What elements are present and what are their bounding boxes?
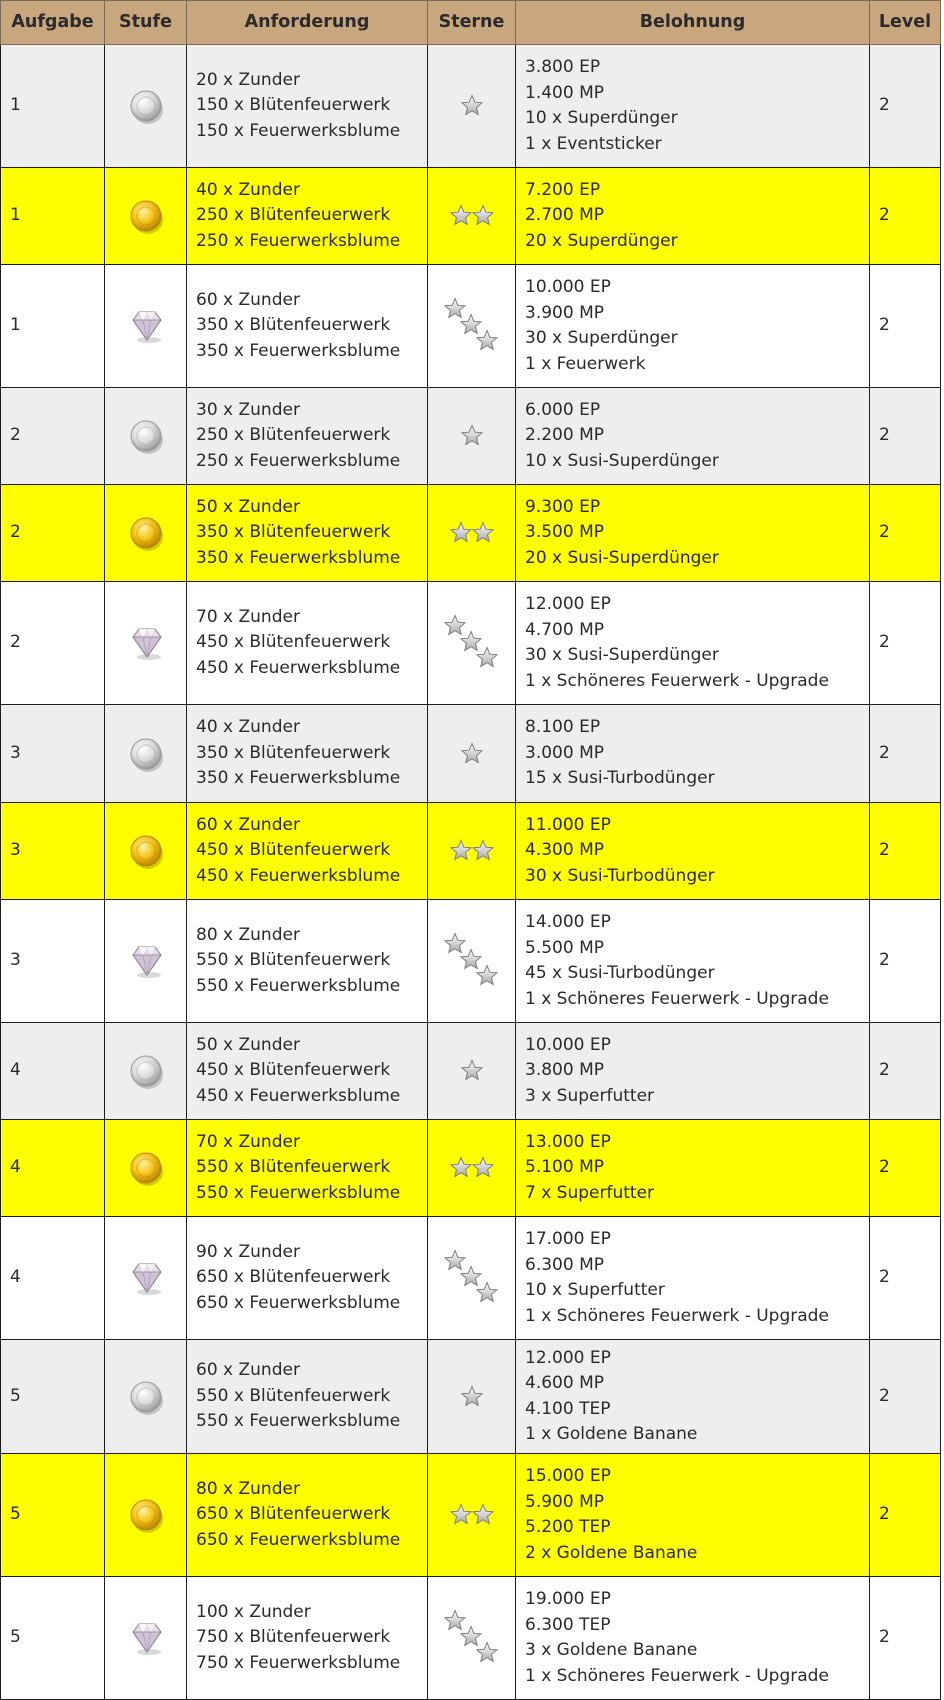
table-row <box>1 1023 941 1120</box>
anforderung-line: 20 x Zunder <box>196 69 300 90</box>
stufe-cell <box>105 485 187 582</box>
belohnung-line: 1 x Schöneres Feuerwerk - Upgrade <box>525 988 829 1009</box>
anforderung-cell <box>187 388 428 485</box>
stufe-cell <box>105 265 187 388</box>
anforderung-line: 90 x Zunder <box>196 1241 300 1262</box>
anforderung-cell <box>187 582 428 705</box>
table-row <box>1 485 941 582</box>
belohnung-line: 5.100 MP <box>525 1157 604 1178</box>
level-cell: 2 <box>870 1023 941 1120</box>
star-icon <box>442 724 502 784</box>
belohnung-cell <box>516 705 870 803</box>
anforderung-line: 550 x Feuerwerksblume <box>196 1182 401 1203</box>
belohnung-line: 1 x Schöneres Feuerwerk - Upgrade <box>525 1665 829 1686</box>
belohnung-cell <box>516 388 870 485</box>
anforderung-cell <box>187 1340 428 1454</box>
aufgabe-cell: 2 <box>1 485 105 582</box>
aufgabe-cell: 4 <box>1 1217 105 1340</box>
belohnung-line: 10.000 EP <box>525 277 611 297</box>
anforderung-line: 350 x Blütenfeuerwerk <box>196 742 391 763</box>
anforderung-line: 450 x Blütenfeuerwerk <box>196 1060 391 1081</box>
table-row <box>1 803 941 900</box>
table-row <box>1 45 941 168</box>
sterne-cell <box>428 1023 516 1120</box>
stufe-cell <box>105 1023 187 1120</box>
table-header-row <box>1 1 941 45</box>
anforderung-cell <box>187 1120 428 1217</box>
belohnung-cell <box>516 803 870 900</box>
aufgabe-cell: 1 <box>1 265 105 388</box>
anforderung-line: 650 x Blütenfeuerwerk <box>196 1267 391 1288</box>
header-anforderung: Anforderung <box>187 1 428 45</box>
belohnung-line: 3 x Superfutter <box>525 1085 655 1106</box>
belohnung-line: 4.300 MP <box>525 840 604 861</box>
belohnung-line: 4.700 MP <box>525 619 604 640</box>
star-icon <box>442 821 502 881</box>
star-icon <box>442 1485 502 1545</box>
sterne-cell <box>428 900 516 1023</box>
belohnung-cell <box>516 1023 870 1120</box>
belohnung-line: 3.800 EP <box>525 57 601 77</box>
level-cell: 2 <box>870 485 941 582</box>
belohnung-line: 9.300 EP <box>525 496 601 517</box>
belohnung-line: 6.000 EP <box>525 399 601 420</box>
star-icon <box>442 1608 502 1668</box>
aufgabe-cell: 4 <box>1 1120 105 1217</box>
aufgabe-cell: 4 <box>1 1023 105 1120</box>
stufe-cell <box>105 168 187 265</box>
anforderung-line: 60 x Zunder <box>196 1360 300 1381</box>
belohnung-line: 1 x Feuerwerk <box>525 353 646 374</box>
table-row <box>1 1577 941 1700</box>
anforderung-line: 350 x Feuerwerksblume <box>196 547 401 568</box>
gold-coin-icon <box>127 1496 165 1534</box>
anforderung-line: 250 x Feuerwerksblume <box>196 230 401 251</box>
belohnung-line: 30 x Susi-Superdünger <box>525 645 719 665</box>
table-row <box>1 1340 941 1454</box>
star-icon <box>442 186 502 246</box>
table-row <box>1 168 941 265</box>
belohnung-cell <box>516 1120 870 1217</box>
belohnung-line: 30 x Susi-Turbodünger <box>525 865 715 886</box>
belohnung-line: 3 x Goldene Banane <box>525 1640 698 1660</box>
anforderung-line: 250 x Blütenfeuerwerk <box>196 425 391 446</box>
anforderung-line: 550 x Blütenfeuerwerk <box>196 1385 391 1406</box>
table-row <box>1 388 941 485</box>
stufe-cell <box>105 45 187 168</box>
sterne-cell <box>428 45 516 168</box>
table-row <box>1 582 941 705</box>
anforderung-line: 550 x Feuerwerksblume <box>196 975 401 996</box>
star-icon <box>442 1041 502 1101</box>
table-row <box>1 265 941 388</box>
gold-coin-icon <box>127 197 165 235</box>
star-icon <box>442 503 502 563</box>
belohnung-line: 11.000 EP <box>525 814 611 835</box>
anforderung-line: 750 x Feuerwerksblume <box>196 1652 401 1673</box>
table-row <box>1 1454 941 1577</box>
belohnung-cell <box>516 168 870 265</box>
aufgabe-cell: 3 <box>1 900 105 1023</box>
anforderung-line: 250 x Blütenfeuerwerk <box>196 205 391 226</box>
sterne-cell <box>428 265 516 388</box>
sterne-cell <box>428 485 516 582</box>
belohnung-cell <box>516 1454 870 1577</box>
belohnung-line: 5.900 MP <box>525 1491 604 1512</box>
silver-coin-icon <box>127 87 165 125</box>
level-cell: 2 <box>870 388 941 485</box>
belohnung-line: 1.400 MP <box>525 82 604 103</box>
level-cell: 2 <box>870 900 941 1023</box>
belohnung-line: 12.000 EP <box>525 1347 611 1368</box>
belohnung-line: 2 x Goldene Banane <box>525 1542 698 1563</box>
belohnung-cell <box>516 45 870 168</box>
aufgabe-cell: 2 <box>1 388 105 485</box>
anforderung-line: 550 x Blütenfeuerwerk <box>196 950 391 971</box>
anforderung-line: 550 x Blütenfeuerwerk <box>196 1157 391 1178</box>
anforderung-line: 40 x Zunder <box>196 717 300 738</box>
table-row <box>1 1217 941 1340</box>
star-icon <box>442 1138 502 1198</box>
belohnung-line: 8.100 EP <box>525 717 601 738</box>
belohnung-cell <box>516 582 870 705</box>
level-cell: 2 <box>870 1340 941 1454</box>
anforderung-line: 70 x Zunder <box>196 606 300 627</box>
anforderung-cell <box>187 1454 428 1577</box>
belohnung-line: 7.200 EP <box>525 179 601 200</box>
anforderung-cell <box>187 45 428 168</box>
anforderung-line: 650 x Blütenfeuerwerk <box>196 1504 391 1525</box>
stufe-cell <box>105 582 187 705</box>
stufe-cell <box>105 705 187 803</box>
stufe-cell <box>105 388 187 485</box>
belohnung-line: 45 x Susi-Turbodünger <box>525 963 715 983</box>
belohnung-line: 3.900 MP <box>525 302 604 323</box>
anforderung-line: 450 x Feuerwerksblume <box>196 865 401 886</box>
belohnung-line: 12.000 EP <box>525 594 611 614</box>
belohnung-cell <box>516 900 870 1023</box>
sterne-cell <box>428 1340 516 1454</box>
table-row <box>1 900 941 1023</box>
belohnung-line: 13.000 EP <box>525 1131 611 1152</box>
sterne-cell <box>428 1577 516 1700</box>
belohnung-line: 7 x Superfutter <box>525 1182 655 1203</box>
diamond-icon <box>127 1619 165 1657</box>
belohnung-line: 17.000 EP <box>525 1229 611 1249</box>
table-row <box>1 1120 941 1217</box>
level-cell: 2 <box>870 582 941 705</box>
anforderung-cell <box>187 1217 428 1340</box>
belohnung-line: 19.000 EP <box>525 1589 611 1609</box>
star-icon <box>442 406 502 466</box>
belohnung-cell <box>516 485 870 582</box>
belohnung-line: 10 x Superfutter <box>525 1280 665 1300</box>
belohnung-line: 5.200 TEP <box>525 1517 611 1537</box>
star-icon <box>442 1248 502 1308</box>
sterne-cell <box>428 705 516 803</box>
anforderung-line: 30 x Zunder <box>196 399 300 420</box>
belohnung-cell <box>516 265 870 388</box>
silver-coin-icon <box>127 417 165 455</box>
stufe-cell <box>105 900 187 1023</box>
belohnung-line: 10 x Superdünger <box>525 108 678 128</box>
silver-coin-icon <box>127 735 165 773</box>
sterne-cell <box>428 1120 516 1217</box>
belohnung-line: 5.500 MP <box>525 937 604 958</box>
anforderung-line: 100 x Zunder <box>196 1601 311 1622</box>
level-cell: 2 <box>870 265 941 388</box>
belohnung-line: 10 x Susi-Superdünger <box>525 450 719 471</box>
belohnung-line: 10.000 EP <box>525 1034 611 1055</box>
anforderung-line: 550 x Feuerwerksblume <box>196 1411 401 1432</box>
anforderung-cell <box>187 1577 428 1700</box>
star-icon <box>442 613 502 673</box>
star-icon <box>442 296 502 356</box>
belohnung-line: 4.600 MP <box>525 1373 604 1393</box>
gold-coin-icon <box>127 1149 165 1187</box>
aufgabe-cell: 1 <box>1 45 105 168</box>
anforderung-line: 50 x Zunder <box>196 496 300 517</box>
stufe-cell <box>105 1120 187 1217</box>
header-stufe: Stufe <box>105 1 187 45</box>
anforderung-line: 60 x Zunder <box>196 289 300 310</box>
level-cell: 2 <box>870 168 941 265</box>
belohnung-line: 15.000 EP <box>525 1466 611 1486</box>
star-icon <box>442 931 502 991</box>
aufgabe-cell: 5 <box>1 1577 105 1700</box>
anforderung-line: 80 x Zunder <box>196 924 300 945</box>
belohnung-cell <box>516 1340 870 1454</box>
anforderung-cell <box>187 485 428 582</box>
level-cell: 2 <box>870 803 941 900</box>
sterne-cell <box>428 582 516 705</box>
anforderung-line: 350 x Feuerwerksblume <box>196 340 401 361</box>
belohnung-line: 3.800 MP <box>525 1060 604 1081</box>
diamond-icon <box>127 624 165 662</box>
level-cell: 2 <box>870 1577 941 1700</box>
anforderung-line: 50 x Zunder <box>196 1034 300 1055</box>
anforderung-cell <box>187 705 428 803</box>
header-sterne: Sterne <box>428 1 516 45</box>
gold-coin-icon <box>127 514 165 552</box>
table-row <box>1 705 941 803</box>
anforderung-line: 250 x Feuerwerksblume <box>196 450 401 471</box>
belohnung-line: 30 x Superdünger <box>525 328 678 348</box>
anforderung-cell <box>187 168 428 265</box>
belohnung-line: 1 x Schöneres Feuerwerk - Upgrade <box>525 670 829 691</box>
anforderung-line: 150 x Blütenfeuerwerk <box>196 95 391 116</box>
aufgabe-cell: 1 <box>1 168 105 265</box>
belohnung-line: 6.300 MP <box>525 1254 604 1275</box>
belohnung-line: 2.200 MP <box>525 425 604 446</box>
anforderung-line: 650 x Feuerwerksblume <box>196 1292 401 1313</box>
header-belohnung: Belohnung <box>516 1 870 45</box>
silver-coin-icon <box>127 1052 165 1090</box>
anforderung-line: 450 x Blütenfeuerwerk <box>196 840 391 861</box>
anforderung-line: 350 x Blütenfeuerwerk <box>196 315 391 336</box>
anforderung-cell <box>187 1023 428 1120</box>
silver-coin-icon <box>127 1378 165 1416</box>
belohnung-line: 4.100 TEP <box>525 1398 611 1419</box>
anforderung-line: 70 x Zunder <box>196 1131 300 1152</box>
anforderung-line: 150 x Feuerwerksblume <box>196 120 401 141</box>
belohnung-line: 3.000 MP <box>525 742 604 763</box>
anforderung-line: 350 x Blütenfeuerwerk <box>196 522 391 543</box>
belohnung-line: 2.700 MP <box>525 205 604 226</box>
anforderung-line: 60 x Zunder <box>196 814 300 835</box>
aufgabe-cell: 5 <box>1 1454 105 1577</box>
anforderung-line: 450 x Feuerwerksblume <box>196 1085 401 1106</box>
belohnung-line: 20 x Superdünger <box>525 230 678 251</box>
sterne-cell <box>428 388 516 485</box>
star-icon <box>442 76 502 136</box>
anforderung-line: 40 x Zunder <box>196 179 300 200</box>
anforderung-cell <box>187 900 428 1023</box>
anforderung-line: 650 x Feuerwerksblume <box>196 1529 401 1550</box>
stufe-cell <box>105 1577 187 1700</box>
anforderung-cell <box>187 803 428 900</box>
anforderung-line: 80 x Zunder <box>196 1478 300 1499</box>
belohnung-line: 6.300 TEP <box>525 1614 611 1635</box>
belohnung-line: 1 x Eventsticker <box>525 133 662 154</box>
aufgabe-cell: 3 <box>1 803 105 900</box>
aufgabe-cell: 2 <box>1 582 105 705</box>
sterne-cell <box>428 1454 516 1577</box>
star-icon <box>442 1367 502 1427</box>
level-cell: 2 <box>870 1454 941 1577</box>
table-body <box>1 45 941 1700</box>
belohnung-cell <box>516 1217 870 1340</box>
anforderung-line: 450 x Feuerwerksblume <box>196 657 401 678</box>
level-cell: 2 <box>870 45 941 168</box>
belohnung-line: 3.500 MP <box>525 522 604 543</box>
level-cell: 2 <box>870 705 941 803</box>
aufgabe-cell: 3 <box>1 705 105 803</box>
belohnung-cell <box>516 1577 870 1700</box>
gold-coin-icon <box>127 832 165 870</box>
belohnung-line: 15 x Susi-Turbodünger <box>525 768 715 789</box>
belohnung-line: 1 x Goldene Banane <box>525 1424 698 1444</box>
sterne-cell <box>428 168 516 265</box>
stufe-cell <box>105 803 187 900</box>
belohnung-line: 1 x Schöneres Feuerwerk - Upgrade <box>525 1305 829 1326</box>
belohnung-line: 20 x Susi-Superdünger <box>525 547 719 568</box>
header-aufgabe: Aufgabe <box>1 1 105 45</box>
anforderung-line: 450 x Blütenfeuerwerk <box>196 632 391 653</box>
aufgabe-cell: 5 <box>1 1340 105 1454</box>
anforderung-line: 350 x Feuerwerksblume <box>196 768 401 789</box>
diamond-icon <box>127 1259 165 1297</box>
anforderung-cell <box>187 265 428 388</box>
stufe-cell <box>105 1340 187 1454</box>
header-level: Level <box>870 1 941 45</box>
stufe-cell <box>105 1217 187 1340</box>
belohnung-line: 14.000 EP <box>525 912 611 932</box>
level-cell: 2 <box>870 1217 941 1340</box>
level-cell: 2 <box>870 1120 941 1217</box>
stufe-cell <box>105 1454 187 1577</box>
sterne-cell <box>428 1217 516 1340</box>
diamond-icon <box>127 942 165 980</box>
diamond-icon <box>127 307 165 345</box>
sterne-cell <box>428 803 516 900</box>
anforderung-line: 750 x Blütenfeuerwerk <box>196 1627 391 1648</box>
